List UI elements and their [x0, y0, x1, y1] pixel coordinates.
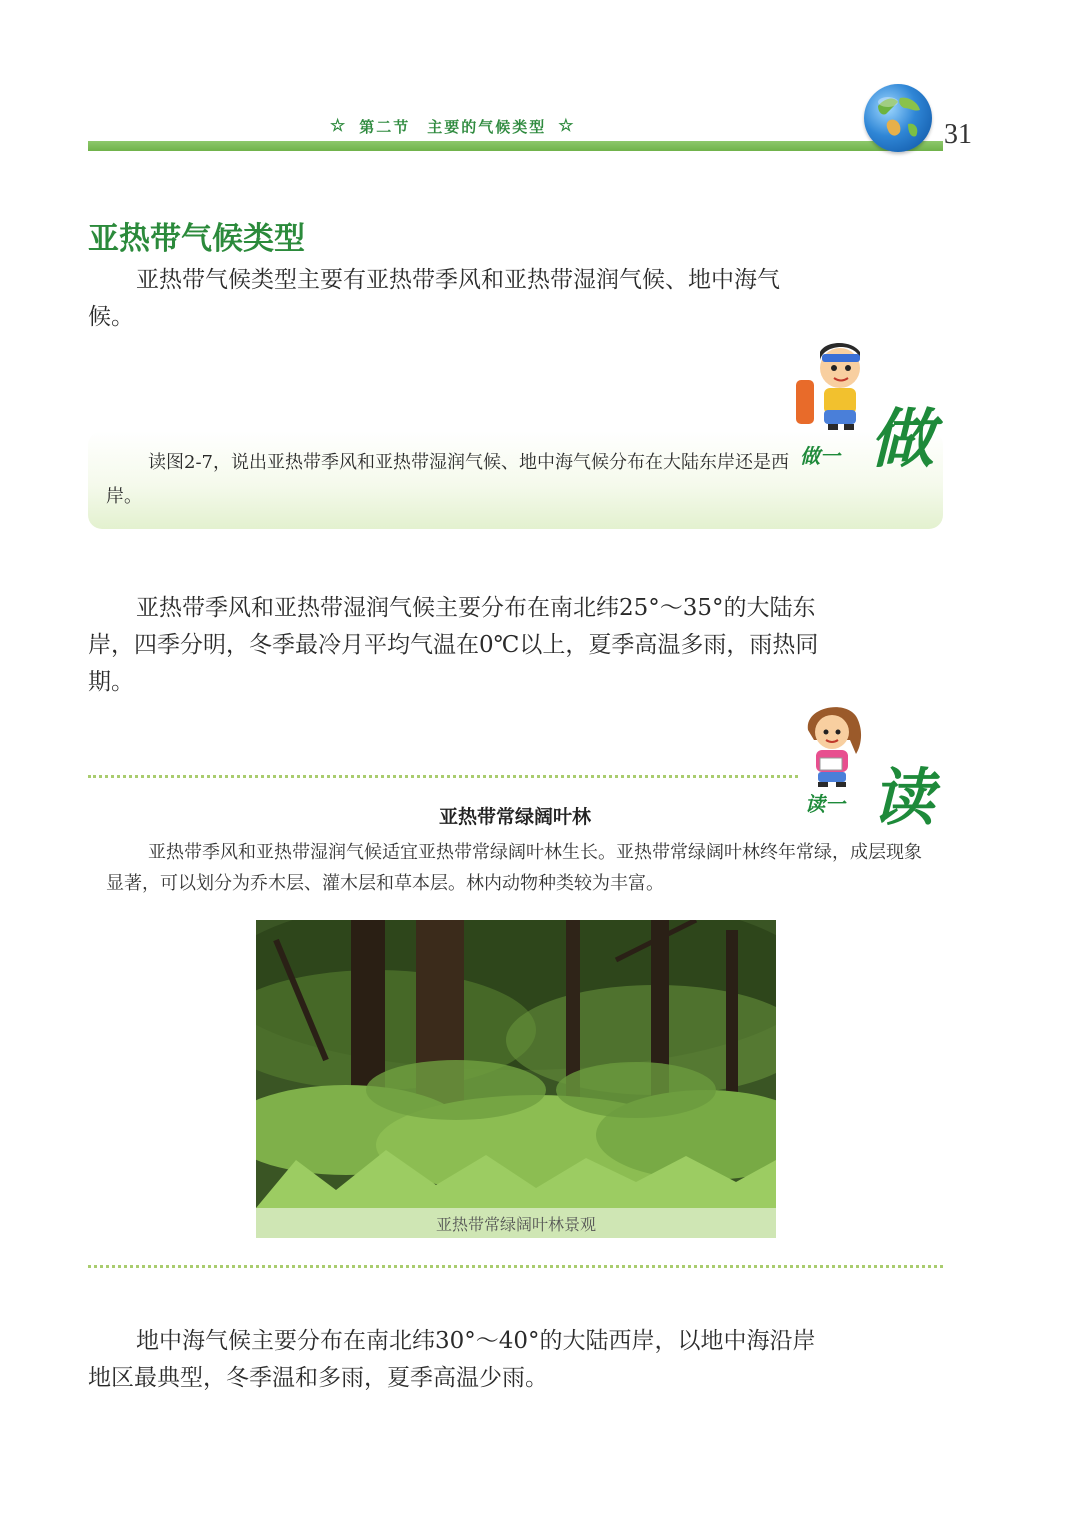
reading-divider-bottom	[88, 1265, 943, 1268]
boy-mascot-icon	[794, 340, 874, 432]
page-number: 31	[944, 119, 972, 150]
activity-badge-large: 做	[870, 402, 934, 477]
intro-paragraph: 亚热带气候类型主要有亚热带季风和亚热带湿润气候、地中海气候。	[88, 267, 780, 330]
photo-caption: 亚热带常绿阔叶林景观	[256, 1208, 776, 1238]
activity-text: 读图2-7，说出亚热带季风和亚热带湿润气候、地中海气候分布在大陆东岸还是西岸。	[106, 452, 789, 507]
paragraph-climate-east: 亚热带季风和亚热带湿润气候主要分布在南北纬25°～35°的大陆东岸，四季分明，冬季最冷月平均气温在0℃以上，夏季高温多雨，雨热同期。	[88, 595, 819, 695]
star-icon: ☆	[558, 116, 576, 136]
reading-divider-top	[88, 775, 798, 778]
header-section-title	[330, 113, 630, 139]
header-bar	[88, 141, 943, 151]
reading-badge-small: 读一	[805, 792, 845, 816]
activity-badge-small: 做一	[800, 444, 840, 468]
girl-mascot-icon	[800, 700, 866, 788]
forest-photo	[256, 920, 776, 1208]
section-heading: 亚热带气候类型	[88, 221, 305, 257]
star-icon: ☆	[330, 116, 348, 136]
paragraph-mediterranean: 地中海气候主要分布在南北纬30°～40°的大陆西岸，以地中海沿岸地区最典型，冬季温和多雨，夏季高温少雨。	[88, 1328, 816, 1391]
reading-body: 亚热带季风和亚热带湿润气候适宜亚热带常绿阔叶林生长。亚热带常绿阔叶林终年常绿，成层现象显著，可以划分为乔木层、灌木层和草本层。林内动物种类较为丰富。	[106, 842, 922, 894]
globe-icon	[864, 84, 932, 152]
reading-badge-large: 读	[872, 761, 935, 834]
header-title-text: 第二节 主要的气候类型	[359, 117, 547, 136]
reading-title: 亚热带常绿阔叶林	[438, 806, 591, 828]
